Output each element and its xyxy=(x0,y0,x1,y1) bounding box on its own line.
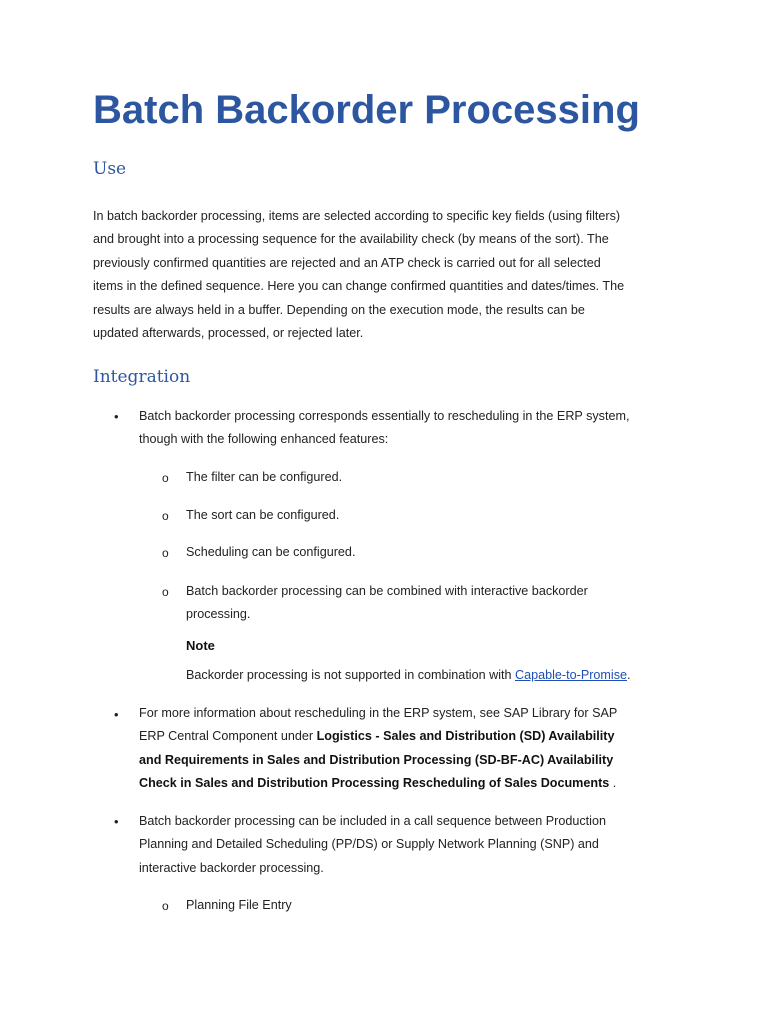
page-title: Batch Backorder Processing xyxy=(93,88,640,132)
paragraph-line: In batch backorder processing, items are selected according to specific key fields (using filters) xyxy=(93,209,621,223)
sub-bullet-icon: o xyxy=(162,899,169,913)
bullet-line xyxy=(139,772,699,795)
menu-path-text: Check in Sales and Distribution Processing Rescheduling of Sales Documents xyxy=(139,776,610,791)
section-heading-integration: Integration xyxy=(93,367,191,387)
bullet-line: For more information about rescheduling in the ERP system, see SAP Library for SAP xyxy=(139,706,618,720)
capable-to-promise-link[interactable]: Capable-to-Promise xyxy=(515,668,628,682)
bullet-icon: • xyxy=(114,707,119,722)
bullet-text: ERP Central Component under xyxy=(139,729,317,744)
menu-path-text: and Requirements in Sales and Distribution Processing (SD-BF-AC) Availability xyxy=(139,752,614,767)
bullet-line xyxy=(139,725,699,748)
sub-bullet-icon: o xyxy=(162,471,169,485)
paragraph-line: updated afterwards, processed, or rejected later. xyxy=(93,326,364,341)
paragraph-line: results are always held in a buffer. Depending on the execution mode, the results can be xyxy=(93,302,585,317)
sub-item-planning-file-entry: Planning File Entry xyxy=(186,898,292,912)
bullet-item-rescheduling xyxy=(139,405,699,452)
bullet-item-more-info xyxy=(139,702,699,796)
use-paragraph xyxy=(93,205,673,345)
sub-item-scheduling: Scheduling can be configured. xyxy=(186,545,356,559)
sub-item-filter: The filter can be configured. xyxy=(186,470,343,484)
bullet-text-end: . xyxy=(609,776,617,791)
sub-bullet-icon: o xyxy=(162,546,169,560)
bullet-item-call-sequence xyxy=(139,810,699,880)
bullet-line: Batch backorder processing can be included in a call sequence between Production xyxy=(139,814,606,828)
bullet-line: Planning and Detailed Scheduling (PP/DS) or Supply Network Planning (SNP) and xyxy=(139,837,599,852)
note-text xyxy=(186,664,631,687)
bullet-line: Batch backorder processing corresponds essentially to rescheduling in the ERP system, xyxy=(139,409,630,423)
bullet-icon: • xyxy=(114,814,119,829)
sub-bullet-icon: o xyxy=(162,585,169,599)
sub-item-interactive xyxy=(186,580,686,627)
bullet-line: though with the following enhanced features: xyxy=(139,432,389,447)
paragraph-line: and brought into a processing sequence for the availability check (by means of the sort). The xyxy=(93,232,609,247)
bullet-line: interactive backorder processing. xyxy=(139,860,324,875)
sub-item-line: processing. xyxy=(186,607,251,622)
sub-item-sort: The sort can be configured. xyxy=(186,508,340,522)
note-text-prefix: Backorder processing is not supported in combination with xyxy=(186,668,516,682)
section-heading-use: Use xyxy=(93,159,127,179)
bullet-icon: • xyxy=(114,409,119,424)
paragraph-line: items in the defined sequence. Here you can change confirmed quantities and dates/times. The xyxy=(93,279,625,294)
menu-path-text: Logistics - Sales and Distribution (SD) Availability xyxy=(316,729,615,744)
sub-item-line: Batch backorder processing can be combined with interactive backorder xyxy=(186,584,588,598)
note-text-end: . xyxy=(627,668,631,682)
paragraph-line: previously confirmed quantities are rejected and an ATP check is carried out for all selected xyxy=(93,255,601,270)
sub-bullet-icon: o xyxy=(162,509,169,523)
note-label: Note xyxy=(186,638,215,653)
